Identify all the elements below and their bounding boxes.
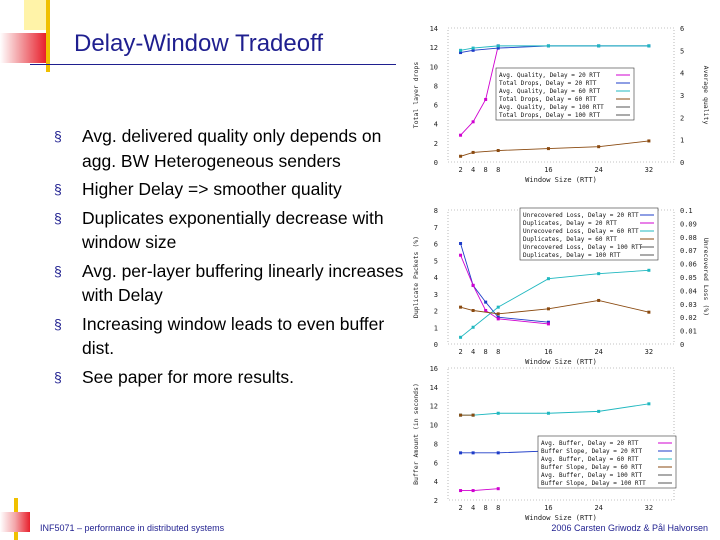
data-point: [597, 145, 600, 148]
data-point: [472, 326, 475, 329]
data-point: [547, 277, 550, 280]
data-point: [459, 306, 462, 309]
y2-tick-label: 5: [680, 47, 685, 56]
y2-tick-label: 0.04: [680, 287, 697, 296]
legend-label: Duplicates, Delay = 20 RTT: [523, 220, 617, 227]
data-point: [459, 134, 462, 137]
data-point: [547, 322, 550, 325]
y2-tick-label: 0.02: [680, 314, 697, 323]
data-point: [647, 44, 650, 47]
x-tick-label: 8: [483, 348, 488, 356]
x-tick-label: 2: [458, 348, 463, 356]
legend-label: Total Drops, Delay = 100 RTT: [499, 112, 601, 119]
footer-course: INF5071 – performance in distributed systems: [40, 523, 225, 533]
accent-bar-vertical: [46, 0, 50, 72]
y2-tick-label: 0: [680, 341, 685, 349]
y-tick-label: 1: [433, 324, 438, 333]
y-tick-label: 14: [429, 383, 438, 392]
bullet-marker-icon: §: [54, 209, 62, 226]
y-tick-label: 8: [433, 440, 438, 449]
accent-block-yellow: [24, 0, 46, 30]
data-point: [597, 272, 600, 275]
legend-label: Buffer Slope, Delay = 100 RTT: [541, 480, 646, 487]
data-point: [459, 242, 462, 245]
y-tick-label: 0: [433, 341, 438, 349]
data-point: [459, 49, 462, 52]
y2-tick-label: 0.07: [680, 247, 697, 256]
x-tick-label: 8: [483, 166, 488, 174]
data-point: [484, 98, 487, 101]
bullet-marker-icon: §: [54, 368, 62, 385]
legend-label: Duplicates, Delay = 100 RTT: [523, 252, 621, 259]
x-tick-label: 4: [471, 348, 476, 356]
bullet-item: [54, 365, 404, 390]
y-tick-label: 8: [433, 82, 438, 91]
y-tick-label: 14: [429, 25, 438, 33]
y2-tick-label: 4: [680, 69, 685, 78]
x-tick-label: 24: [594, 166, 603, 174]
legend-label: Avg. Buffer, Delay = 100 RTT: [541, 472, 643, 479]
bullet-text: Avg. delivered quality only depends on agg. BW Heterogeneous senders: [82, 126, 382, 171]
data-point: [472, 309, 475, 312]
x-axis-label: Window Size (RTT): [525, 358, 597, 366]
data-point: [647, 139, 650, 142]
data-point: [459, 414, 462, 417]
data-point: [597, 44, 600, 47]
data-point: [472, 414, 475, 417]
data-point: [472, 151, 475, 154]
data-point: [459, 451, 462, 454]
y2-tick-label: 0.01: [680, 327, 697, 336]
y2-tick-label: 1: [680, 136, 685, 145]
chart-quality-drops: [408, 24, 708, 194]
legend-label: Unrecovered Loss, Delay = 20 RTT: [523, 212, 639, 219]
y-tick-label: 6: [433, 240, 438, 249]
legend-label: Avg. Quality, Delay = 60 RTT: [499, 88, 601, 95]
x-tick-label: 16: [544, 166, 553, 174]
accent-block-red: [0, 33, 46, 63]
legend-label: Avg. Buffer, Delay = 20 RTT: [541, 440, 639, 447]
data-point: [472, 284, 475, 287]
bullet-marker-icon: §: [54, 262, 62, 279]
y2-tick-label: 0.05: [680, 274, 697, 282]
x-tick-label: 24: [594, 348, 603, 356]
legend-label: Buffer Slope, Delay = 20 RTT: [541, 448, 643, 455]
data-point: [647, 311, 650, 314]
legend-label: Avg. Quality, Delay = 100 RTT: [499, 104, 604, 111]
data-point: [497, 306, 500, 309]
legend-label: Duplicates, Delay = 60 RTT: [523, 236, 617, 243]
y-tick-label: 2: [433, 139, 438, 148]
y-tick-label: 12: [429, 402, 438, 411]
y2-tick-label: 0.08: [680, 233, 697, 242]
data-point: [472, 120, 475, 123]
y2-tick-label: 0.03: [680, 300, 697, 309]
legend-label: Avg. Buffer, Delay = 60 RTT: [541, 456, 639, 463]
data-point: [459, 254, 462, 257]
footer-authors: 2006 Carsten Griwodz & Pål Halvorsen: [551, 523, 708, 533]
y-tick-label: 5: [433, 257, 438, 266]
data-point: [497, 312, 500, 315]
data-point: [547, 44, 550, 47]
x-tick-label: 8: [483, 504, 488, 512]
data-point: [647, 269, 650, 272]
bullet-text: See paper for more results.: [82, 366, 295, 387]
accent-block-bottom: [0, 512, 30, 532]
bullet-text: Duplicates exponentially decrease with window size: [82, 207, 384, 252]
y2-tick-label: 0.09: [680, 220, 697, 229]
data-point: [472, 451, 475, 454]
data-point: [497, 451, 500, 454]
y-tick-label: 6: [433, 101, 438, 110]
bullet-item: [54, 124, 404, 173]
x-tick-label: 4: [471, 504, 476, 512]
data-point: [547, 412, 550, 415]
x-tick-label: 24: [594, 504, 603, 512]
bullet-item: [54, 206, 404, 255]
x-tick-label: 8: [496, 166, 501, 174]
y-tick-label: 10: [429, 421, 438, 430]
legend-label: Avg. Quality, Delay = 20 RTT: [499, 72, 601, 79]
bullet-text: Higher Delay => smoother quality: [82, 179, 342, 199]
y2-axis-label: Average quality: [702, 65, 710, 125]
y-axis-label: Total layer drops: [412, 61, 420, 129]
y-tick-label: 4: [433, 274, 438, 282]
bullet-list: [54, 124, 404, 393]
y2-tick-label: 3: [680, 92, 685, 100]
data-point: [459, 489, 462, 492]
data-point: [484, 309, 487, 312]
y-axis-label: Duplicate Packets (%): [412, 235, 420, 319]
bullet-marker-icon: §: [54, 181, 62, 197]
legend-label: Total Drops, Delay = 60 RTT: [499, 96, 597, 103]
x-tick-label: 16: [544, 504, 553, 512]
y2-tick-label: 2: [680, 114, 685, 123]
y-tick-label: 7: [433, 223, 438, 232]
y2-axis-label: Unrecovered Loss (%): [702, 237, 710, 317]
legend-label: Unrecovered Loss, Delay = 100 RTT: [523, 244, 643, 251]
title-rule: [30, 64, 396, 65]
y-tick-label: 10: [429, 63, 438, 72]
data-point: [647, 402, 650, 405]
bullet-marker-icon: §: [54, 128, 62, 144]
y2-tick-label: 0.06: [680, 260, 697, 269]
y-tick-label: 12: [429, 44, 438, 53]
x-tick-label: 8: [496, 348, 501, 356]
x-tick-label: 2: [458, 166, 463, 174]
data-point: [497, 487, 500, 490]
x-tick-label: 32: [644, 166, 654, 174]
bullet-marker-icon: §: [54, 315, 62, 332]
bullet-item: [54, 312, 404, 361]
legend-label: Total Drops, Delay = 20 RTT: [499, 80, 597, 87]
x-tick-label: 8: [496, 504, 501, 512]
data-point: [497, 44, 500, 47]
chart-duplicates-loss: [408, 204, 708, 374]
bullet-text: Avg. per-layer buffering linearly increases with Delay: [82, 260, 404, 305]
bullet-text: Increasing window leads to even buffer dist.: [82, 313, 385, 358]
chart-buffer-amount: [408, 364, 708, 526]
y2-tick-label: 0: [680, 159, 685, 167]
data-point: [472, 47, 475, 50]
y-axis-label: Buffer Amount (in seconds): [412, 383, 420, 485]
data-point: [497, 412, 500, 415]
y-tick-label: 4: [433, 478, 438, 487]
y2-tick-label: 0.1: [680, 207, 693, 215]
y-tick-label: 2: [433, 497, 438, 505]
data-point: [459, 336, 462, 339]
y2-tick-label: 6: [680, 25, 685, 33]
data-point: [547, 147, 550, 150]
data-point: [497, 317, 500, 320]
legend-label: Unrecovered Loss, Delay = 60 RTT: [523, 228, 639, 235]
x-tick-label: 16: [544, 348, 553, 356]
data-point: [497, 149, 500, 152]
y-tick-label: 16: [429, 365, 438, 373]
y-tick-label: 8: [433, 207, 438, 215]
x-axis-label: Window Size (RTT): [525, 514, 597, 522]
x-axis-label: Window Size (RTT): [525, 176, 597, 184]
data-point: [547, 307, 550, 310]
y-tick-label: 4: [433, 120, 438, 129]
page-title: Delay-Window Tradeoff: [74, 30, 323, 57]
x-tick-label: 2: [458, 504, 463, 512]
y-tick-label: 2: [433, 307, 438, 316]
data-point: [459, 155, 462, 158]
bullet-item: [54, 177, 404, 202]
data-point: [472, 489, 475, 492]
x-tick-label: 32: [644, 348, 654, 356]
legend-label: Buffer Slope, Delay = 60 RTT: [541, 464, 643, 471]
data-point: [597, 410, 600, 413]
bullet-item: [54, 259, 404, 308]
data-point: [597, 299, 600, 302]
x-tick-label: 32: [644, 504, 654, 512]
y-tick-label: 6: [433, 459, 438, 468]
data-point: [484, 301, 487, 304]
y-tick-label: 3: [433, 290, 438, 299]
y-tick-label: 0: [433, 159, 438, 167]
x-tick-label: 4: [471, 166, 476, 174]
